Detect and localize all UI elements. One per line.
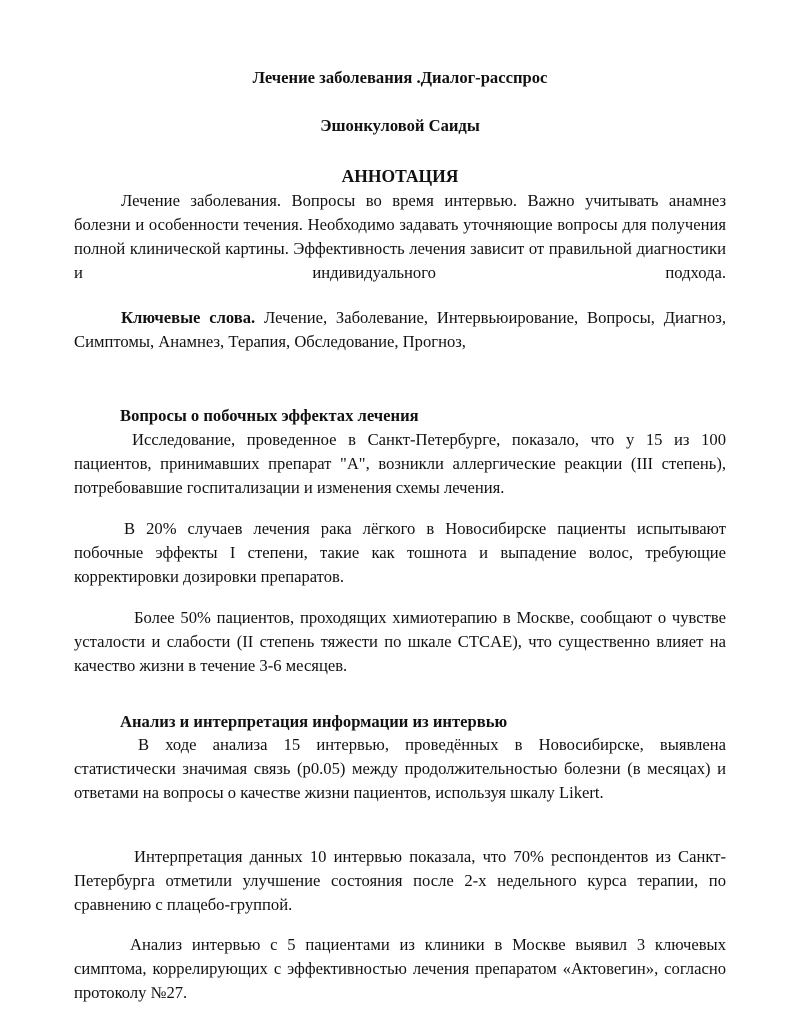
side-effects-paragraph-3: Более 50% пациентов, проходящих химиотерапию в Москве, сообщают о чувстве усталости и слабости (II степень тяжести по шкале CTCAE), что существенно влияет на качество жизни в течение 3-6 месяцев. [74,608,726,675]
keywords-label: Ключевые слова. [121,308,256,327]
author-name: Эшонкуловой Саиды [320,116,480,135]
analysis-paragraph-2: Интерпретация данных 10 интервью показала, что 70% респондентов из Санкт-Петербурга отметили улучшение состояния после 2-х недельного курса терапии, по сравнению с плацебо-группой. [74,847,726,914]
document-title: Лечение заболевания .Диалог-расспрос [252,68,548,87]
side-effects-paragraph-2: В 20% случаев лечения рака лёгкого в Новосибирске пациенты испытывают побочные эффекты I степени, такие как тошнота и выпадение волос, требующие корректировки дозировки препаратов. [74,519,726,586]
analysis-paragraph-1: В ходе анализа 15 интервью, проведённых в Новосибирске, выявлена статистически значимая связь (p0.05) между продолжительностью болезни (в месяцах) и ответами на вопросы о качестве жизни пациентов, используя шкалу Likert. [74,735,726,802]
side-effects-paragraph-1: Исследование, проведенное в Санкт-Петербурге, показало, что у 15 из 100 пациентов, принимавших препарат "А", возникли аллергические реакции (III степень), потребовавшие госпитализации и изменения схемы лечения. [74,430,726,497]
annotation-paragraph: Лечение заболевания. Вопросы во время интервью. Важно учитывать анамнез болезни и особенности течения. Необходимо задавать уточняющие вопросы для получения полной клинической картины. Эффективность лечения зависит от правильной диагностики и индивидуального подхода. [74,191,726,282]
analysis-paragraph-3: Анализ интервью с 5 пациентами из клиники в Москве выявил 3 ключевых симптома, коррелирующих с эффективностью лечения препаратом «Актовегин», согласно протоколу №27. [74,935,726,1002]
annotation-heading: АННОТАЦИЯ [341,166,459,186]
keywords-list: Лечение, Заболевание, Интервьюирование, Вопросы, Диагноз, Симптомы, Анамнез, Терапия, Обследование, Прогноз, [74,308,726,351]
section-heading-analysis: Анализ и интерпретация информации из интервью [120,712,508,731]
section-heading-side-effects: Вопросы о побочных эффектах лечения [120,406,419,425]
keywords-paragraph [74,306,726,354]
